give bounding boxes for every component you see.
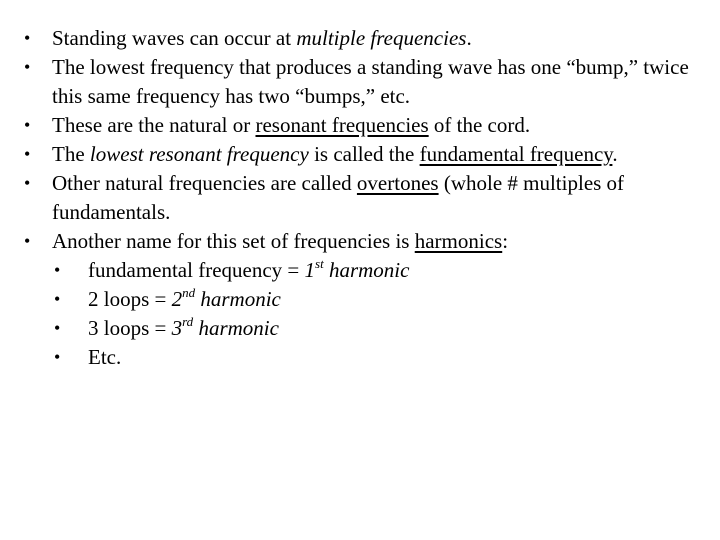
sub-bullet-text: Etc.	[88, 345, 122, 369]
italic-text: harmonic	[193, 316, 279, 340]
sub-bullet-text: 2 loops =	[88, 287, 172, 311]
bullet-text: :	[502, 229, 509, 253]
bullet-text: Other natural frequencies are called	[52, 171, 357, 195]
bullet-text: Another name for this set of frequencies is	[52, 229, 415, 253]
italic-text: multiple frequencies	[296, 26, 467, 50]
bullet-text: Standing waves can occur at	[52, 26, 297, 50]
bullet-text: .	[612, 142, 618, 166]
bullet-item-6	[22, 227, 712, 372]
italic-text: lowest resonant frequency	[89, 142, 309, 166]
bullet-item-5	[22, 169, 712, 227]
bullet-marker: •	[24, 57, 31, 77]
bullet-item-3	[22, 111, 712, 140]
bullet-marker: •	[24, 144, 31, 164]
bullet-text: The lowest frequency that produces a standing wave has one “bump,” twice this same frequency has two “bumps,” etc.	[52, 55, 689, 108]
italic-number: 2	[171, 287, 183, 311]
ordinal-suffix: nd	[182, 285, 196, 300]
bullet-text: .	[466, 26, 472, 50]
ordinal-suffix: rd	[182, 314, 194, 329]
bullet-item-2	[22, 53, 712, 111]
bullet-text: is called the	[308, 142, 420, 166]
bullet-marker: •	[54, 289, 61, 309]
sub-bullet-item-2	[52, 285, 712, 314]
bullet-item-1	[22, 24, 712, 53]
bullet-marker: •	[24, 231, 31, 251]
italic-number: 1	[304, 258, 316, 282]
bullet-text: of the cord.	[428, 113, 531, 137]
bullet-marker: •	[54, 260, 61, 280]
bullet-item-4	[22, 140, 712, 169]
sub-bullet-text: 3 loops =	[88, 316, 172, 340]
ordinal-suffix: st	[315, 256, 324, 271]
italic-number: 3	[171, 316, 183, 340]
sub-bullet-item-1	[52, 256, 712, 285]
bullet-list	[22, 24, 712, 372]
sub-bullet-text: fundamental frequency =	[88, 258, 305, 282]
bullet-marker: •	[54, 318, 61, 338]
italic-text: harmonic	[195, 287, 281, 311]
underlined-term: fundamental frequency	[419, 142, 613, 166]
bullet-text: The	[52, 142, 90, 166]
bullet-marker: •	[24, 115, 31, 135]
sub-bullet-item-3	[52, 314, 712, 343]
underlined-term: resonant frequencies	[255, 113, 429, 137]
bullet-marker: •	[54, 347, 61, 367]
bullet-text: (whole # multiples of fundamentals.	[52, 171, 625, 224]
bullet-text: These are the natural or	[52, 113, 256, 137]
underlined-term: overtones	[356, 171, 439, 195]
bullet-marker: •	[24, 173, 31, 193]
underlined-term: harmonics	[414, 229, 503, 253]
sub-bullet-item-4	[52, 343, 712, 372]
sub-bullet-list	[52, 256, 712, 372]
bullet-marker: •	[24, 28, 31, 48]
italic-text: harmonic	[323, 258, 410, 282]
